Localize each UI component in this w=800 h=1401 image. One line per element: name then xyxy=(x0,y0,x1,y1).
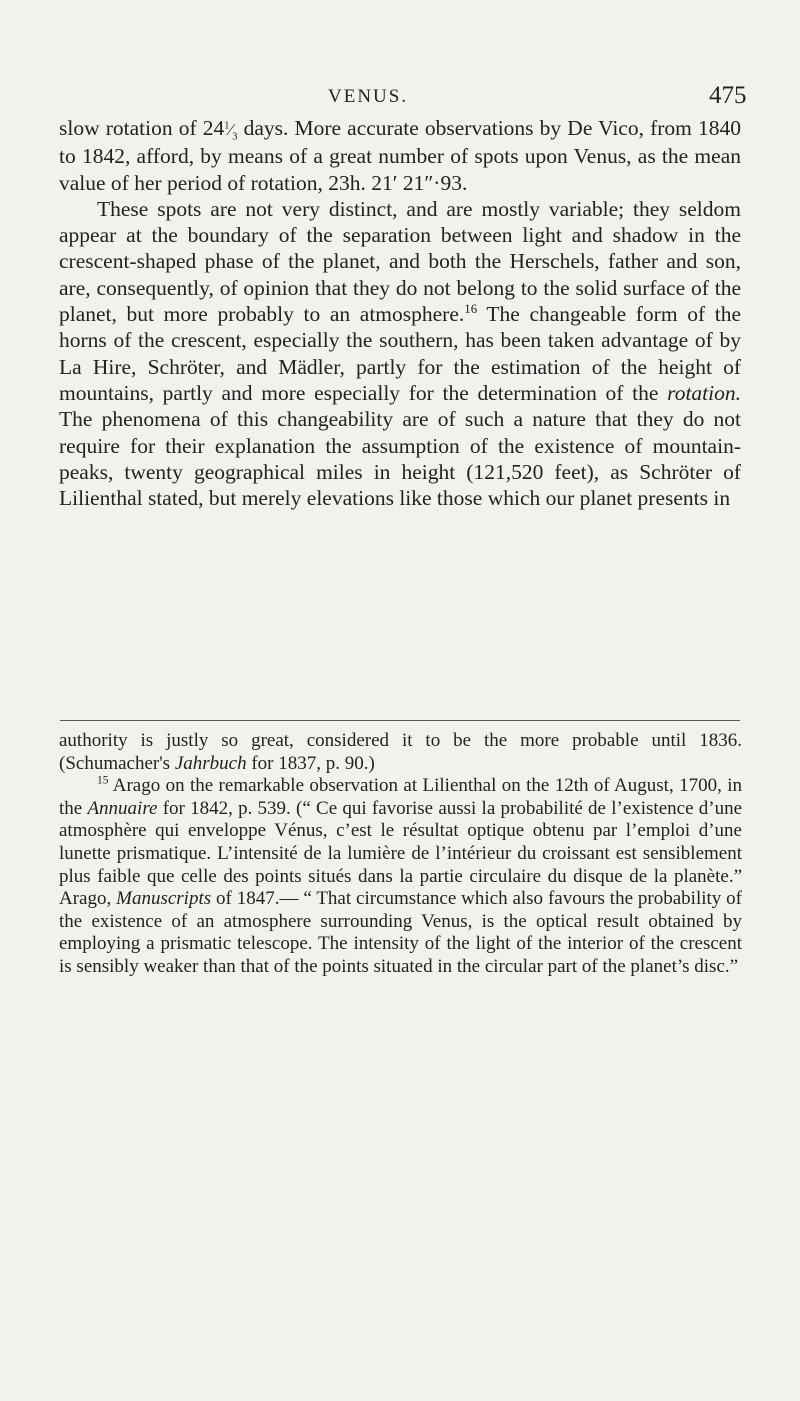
footnote-15: $^{15}$ Arago on the remarkable observation at Lilienthal on the 12th of August, 1700, in the Annuaire for 1842, p. 539. (“ Ce qui favorise aussi la probabilité de l’existence d’une atmosphère qui enveloppe Vénus, c’est le résultat optique obtenu par l’emploi d’une lunette prismatique. L’intensité de la lumière de l’intérieur du croissant est sensiblement plus faible que celle des points situés dans la partie circulaire du disque de la planète.” Arago, Manuscripts of 1847.— “ That circumstance which also favours the probability of the existence of an atmosphere surrounding Venus, is the optical result obtained by employing a prismatic telescope. The intensity of the light of the interior of the crescent is sensibly weaker than that of the points situated in the circular part of the planet’s disc.” xyxy=(59,774,742,977)
footnote-divider xyxy=(60,720,740,721)
footnote-continuation: authority is justly so great, considered it to be the more probable until 1836. (Schumacher's Jahrbuch for 1837, p. 90.) xyxy=(59,730,742,774)
fraction-one-third: $^1⁄_3$ xyxy=(224,120,238,143)
paragraph-spots: These spots are not very distinct, and are mostly variable; they seldom appear at the boundary of the separation between light and shadow in the crescent-shaped phase of the planet, and both the Herschels, father and son, are, consequently, of opinion that they do not belong to the solid surface of the planet, but more probably to an atmosphere.$^{16}$ The changeable form of the horns of the crescent, especially the southern, has been taken advantage of by La Hire, Schröter, and Mädler, partly for the estimation of the height of mountains, partly and more especially for the determination of the rotation. The phenomena of this changeability are of such a nature that they do not require for their explanation the assumption of the existence of mountain-peaks, twenty geographical miles in height (121,520 feet), as Schröter of Lilienthal stated, but merely elevations like those which our planet presents in xyxy=(59,196,741,511)
footnotes xyxy=(59,730,742,979)
main-text xyxy=(59,115,741,511)
paragraph-rotation: slow rotation of $24^1⁄_3$ days. More accurate observations by De Vico, from 1840 to 1842, afford, by means of a great number of spots upon Venus, as the mean value of her period of rotation, 23h. 21′ 21″·93. xyxy=(59,116,741,195)
footnote-number: 15 xyxy=(97,774,109,787)
running-title: VENUS. xyxy=(328,86,409,107)
page-number: 475 xyxy=(709,82,747,109)
footnote-ref: 16 xyxy=(464,301,478,316)
page-header xyxy=(0,82,800,116)
